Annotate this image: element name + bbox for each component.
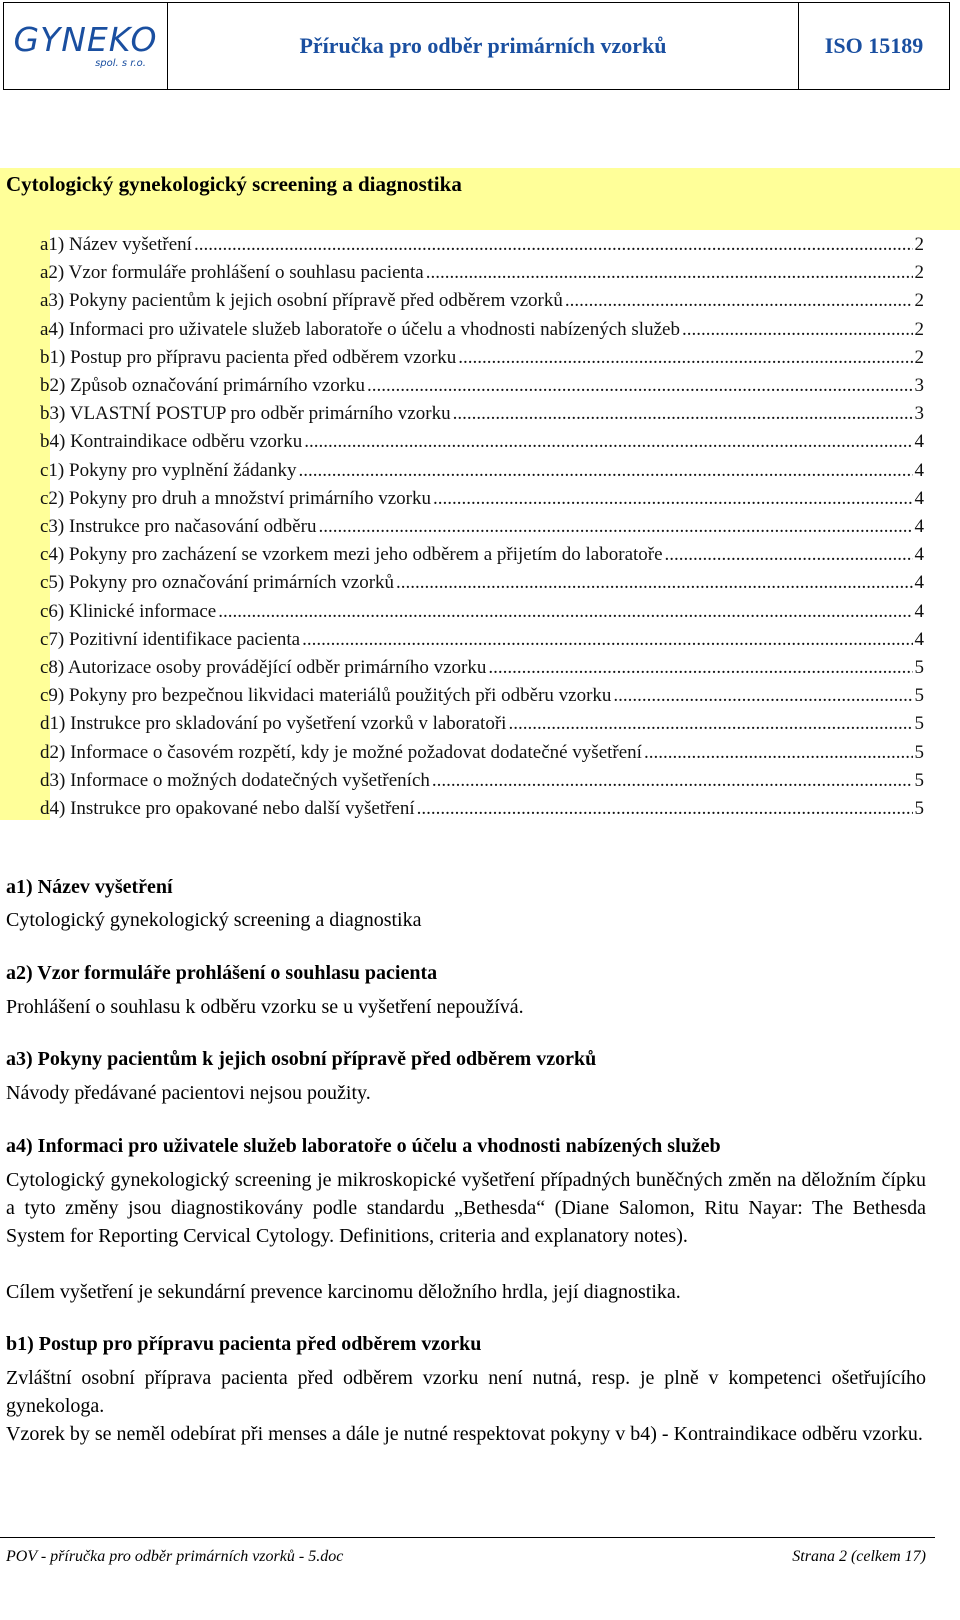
section-a4-paragraph-2: Cílem vyšetření je sekundární prevence karcinomu děložního hrdla, její diagnostika.: [6, 1281, 681, 1303]
section-b1-paragraph-2: Vzorek by se neměl odebírat při menses a dále je nutné respektovat pokyny v b4) - Kontraindikace odběru vzorku.: [6, 1423, 923, 1445]
footer-filename: POV - příručka pro odběr primárních vzorků - 5.doc: [6, 1548, 344, 1565]
toc-leader-dots: [318, 516, 912, 538]
section-a3-text: Návody předávané pacientovi nejsou použity.: [6, 1082, 371, 1104]
toc-entry-label: c8) Autorizace osoby provádějící odběr primárního vzorku: [40, 657, 487, 678]
toc-leader-dots: [304, 431, 912, 453]
toc-entry-label: d3) Informace o možných dodatečných vyšetřeních: [40, 769, 430, 791]
toc-leader-dots: [417, 798, 913, 820]
toc-leader-dots: [613, 685, 912, 707]
toc-entry-page: 2: [914, 262, 924, 284]
toc-entry-label: b4) Kontraindikace odběru vzorku: [40, 431, 303, 453]
section-a1-text: Cytologický gynekologický screening a diagnostika: [6, 909, 422, 931]
toc-title: Cytologický gynekologický screening a diagnostika: [6, 172, 462, 196]
toc-entry[interactable]: [40, 431, 924, 459]
toc-entry-page: 5: [914, 657, 924, 678]
toc-leader-dots: [367, 375, 912, 397]
toc-entry[interactable]: [40, 262, 924, 290]
toc-leader-dots: [453, 403, 913, 425]
toc-leader-dots: [218, 601, 912, 623]
section-a4-heading: a4) Informaci pro uživatele služeb laboratoře o účelu a vhodnosti nabízených služeb: [6, 1135, 721, 1157]
toc-entry-page: 5: [914, 713, 924, 735]
toc-leader-dots: [508, 713, 912, 735]
document-header: [3, 2, 950, 90]
toc-entry[interactable]: [40, 629, 924, 657]
toc-entry[interactable]: [40, 572, 924, 600]
toc-leader-dots: [298, 460, 912, 482]
section-a3-heading: a3) Pokyny pacientům k jejich osobní přípravě před odběrem vzorků: [6, 1048, 597, 1070]
toc-entry-page: 2: [914, 346, 924, 368]
toc-entry-page: 4: [914, 600, 924, 622]
toc-entry-page: 5: [914, 769, 924, 791]
logo-text: GYNEKO: [13, 20, 158, 59]
toc-entry[interactable]: [40, 319, 924, 347]
toc-entry-label: c4) Pokyny pro zacházení se vzorkem mezi jeho odběrem a přijetím do laboratoře: [40, 544, 663, 566]
toc-leader-dots: [458, 347, 912, 369]
toc-entry-page: 4: [914, 628, 924, 650]
section-a2-text: Prohlášení o souhlasu k odběru vzorku se u vyšetření nepoužívá.: [6, 996, 524, 1018]
toc-entry-page: 2: [914, 318, 924, 340]
header-title: Příručka pro odběr primárních vzorků: [299, 33, 667, 58]
toc-entry-page: 4: [914, 487, 924, 509]
toc-entry[interactable]: [40, 290, 924, 318]
toc-entry-label: c6) Klinické informace: [40, 600, 217, 622]
toc-leader-dots: [433, 488, 912, 510]
toc-leader-dots: [396, 572, 912, 594]
toc-entry-page: 5: [914, 685, 924, 707]
toc-entry[interactable]: [40, 234, 924, 262]
toc-entry-label: c9) Pokyny pro bezpečnou likvidaci materiálů použitých při odběru vzorku: [40, 685, 612, 707]
toc-leader-dots: [426, 262, 913, 284]
toc-entry-page: 4: [914, 431, 924, 453]
toc-entry[interactable]: [40, 488, 924, 516]
toc-entry-label: a3) Pokyny pacientům k jejich osobní přípravě před odběrem vzorků: [40, 290, 563, 312]
toc-entry[interactable]: [40, 713, 924, 741]
table-of-contents: [40, 230, 960, 820]
toc-entry-label: b3) VLASTNÍ POSTUP pro odběr primárního vzorku: [40, 403, 451, 425]
toc-entry-page: 3: [914, 403, 924, 425]
section-b1-paragraph-1: Zvláštní osobní příprava pacienta před odběrem vzorku není nutná, resp. je plně v kompetenci ošetřujícího gynekologa.: [6, 1367, 926, 1417]
toc-entry-label: b1) Postup pro přípravu pacienta před odběrem vzorku: [40, 346, 457, 368]
toc-entry[interactable]: [40, 460, 924, 488]
toc-entry-page: 3: [914, 375, 924, 396]
section-b1-heading: b1) Postup pro přípravu pacienta před odběrem vzorku: [6, 1333, 482, 1355]
toc-entry-label: c5) Pokyny pro označování primárních vzorků: [40, 572, 395, 594]
header-title-cell: [168, 3, 799, 89]
toc-entry-label: a1) Název vyšetření: [40, 234, 192, 255]
toc-entry[interactable]: [40, 770, 924, 798]
toc-entry-label: a2) Vzor formuláře prohlášení o souhlasu pacienta: [40, 262, 424, 284]
toc-entry[interactable]: [40, 657, 924, 685]
toc-leader-dots: [432, 770, 913, 792]
toc-entry-page: 4: [914, 544, 924, 566]
logo-subtitle: spol. s r.o.: [95, 58, 146, 69]
section-a4-paragraph-1: Cytologický gynekologický screening je mikroskopické vyšetření případných buněčných změn na děložním čípku a tyto změny jsou diagnostikovány podle standardu „Bethesda“ (Diane Salomon, Ritu Nayar: The Bethesda System for Reporting Cervical Cytology. Definitions, criteria and explanatory notes).: [6, 1169, 926, 1247]
toc-entry-label: d4) Instrukce pro opakované nebo další vyšetření: [40, 798, 415, 819]
toc-entry[interactable]: [40, 375, 924, 403]
toc-entry-label: d2) Informace o časovém rozpětí, kdy je možné požadovat dodatečné vyšetření: [40, 741, 642, 763]
toc-entry-label: b2) Způsob označování primárního vzorku: [40, 375, 366, 396]
toc-entry-page: 2: [914, 234, 924, 255]
footer-page-number: Strana 2 (celkem 17): [792, 1548, 926, 1565]
toc-entry[interactable]: [40, 685, 924, 713]
section-a2-heading: a2) Vzor formuláře prohlášení o souhlasu pacienta: [6, 962, 438, 984]
toc-entry-label: c2) Pokyny pro druh a množství primárního vzorku: [40, 487, 432, 509]
toc-entry[interactable]: [40, 798, 924, 826]
header-iso-cell: [799, 3, 949, 89]
toc-entry[interactable]: [40, 403, 924, 431]
toc-leader-dots: [682, 319, 913, 341]
toc-entry-page: 4: [914, 459, 924, 481]
toc-entry-page: 2: [914, 290, 924, 312]
footer-divider: [0, 1537, 935, 1538]
logo: [4, 3, 168, 89]
toc-leader-dots: [665, 544, 913, 566]
toc-leader-dots: [194, 234, 913, 256]
toc-entry[interactable]: [40, 347, 924, 375]
toc-entry[interactable]: [40, 601, 924, 629]
toc-entry-page: 5: [914, 798, 924, 819]
toc-entry-label: d1) Instrukce pro skladování po vyšetření vzorků v laboratoři: [40, 713, 507, 735]
toc-entry-label: c3) Instrukce pro načasování odběru: [40, 516, 317, 537]
toc-entry-page: 5: [914, 741, 924, 763]
toc-entry-label: a4) Informaci pro uživatele služeb laboratoře o účelu a vhodnosti nabízených služeb: [40, 318, 680, 340]
toc-leader-dots: [302, 629, 912, 651]
header-iso: ISO 15189: [824, 33, 924, 58]
section-a1-heading: a1) Název vyšetření: [6, 876, 173, 898]
toc-entry-label: c7) Pozitivní identifikace pacienta: [40, 628, 301, 650]
toc-entry-page: 4: [914, 516, 924, 537]
toc-entry[interactable]: [40, 516, 924, 544]
toc-leader-dots: [644, 742, 913, 764]
toc-leader-dots: [565, 290, 913, 312]
toc-leader-dots: [488, 657, 912, 679]
toc-entry-page: 4: [914, 572, 924, 594]
toc-entry[interactable]: [40, 742, 924, 770]
toc-entry-label: c1) Pokyny pro vyplnění žádanky: [40, 459, 297, 481]
toc-entry[interactable]: [40, 544, 924, 572]
